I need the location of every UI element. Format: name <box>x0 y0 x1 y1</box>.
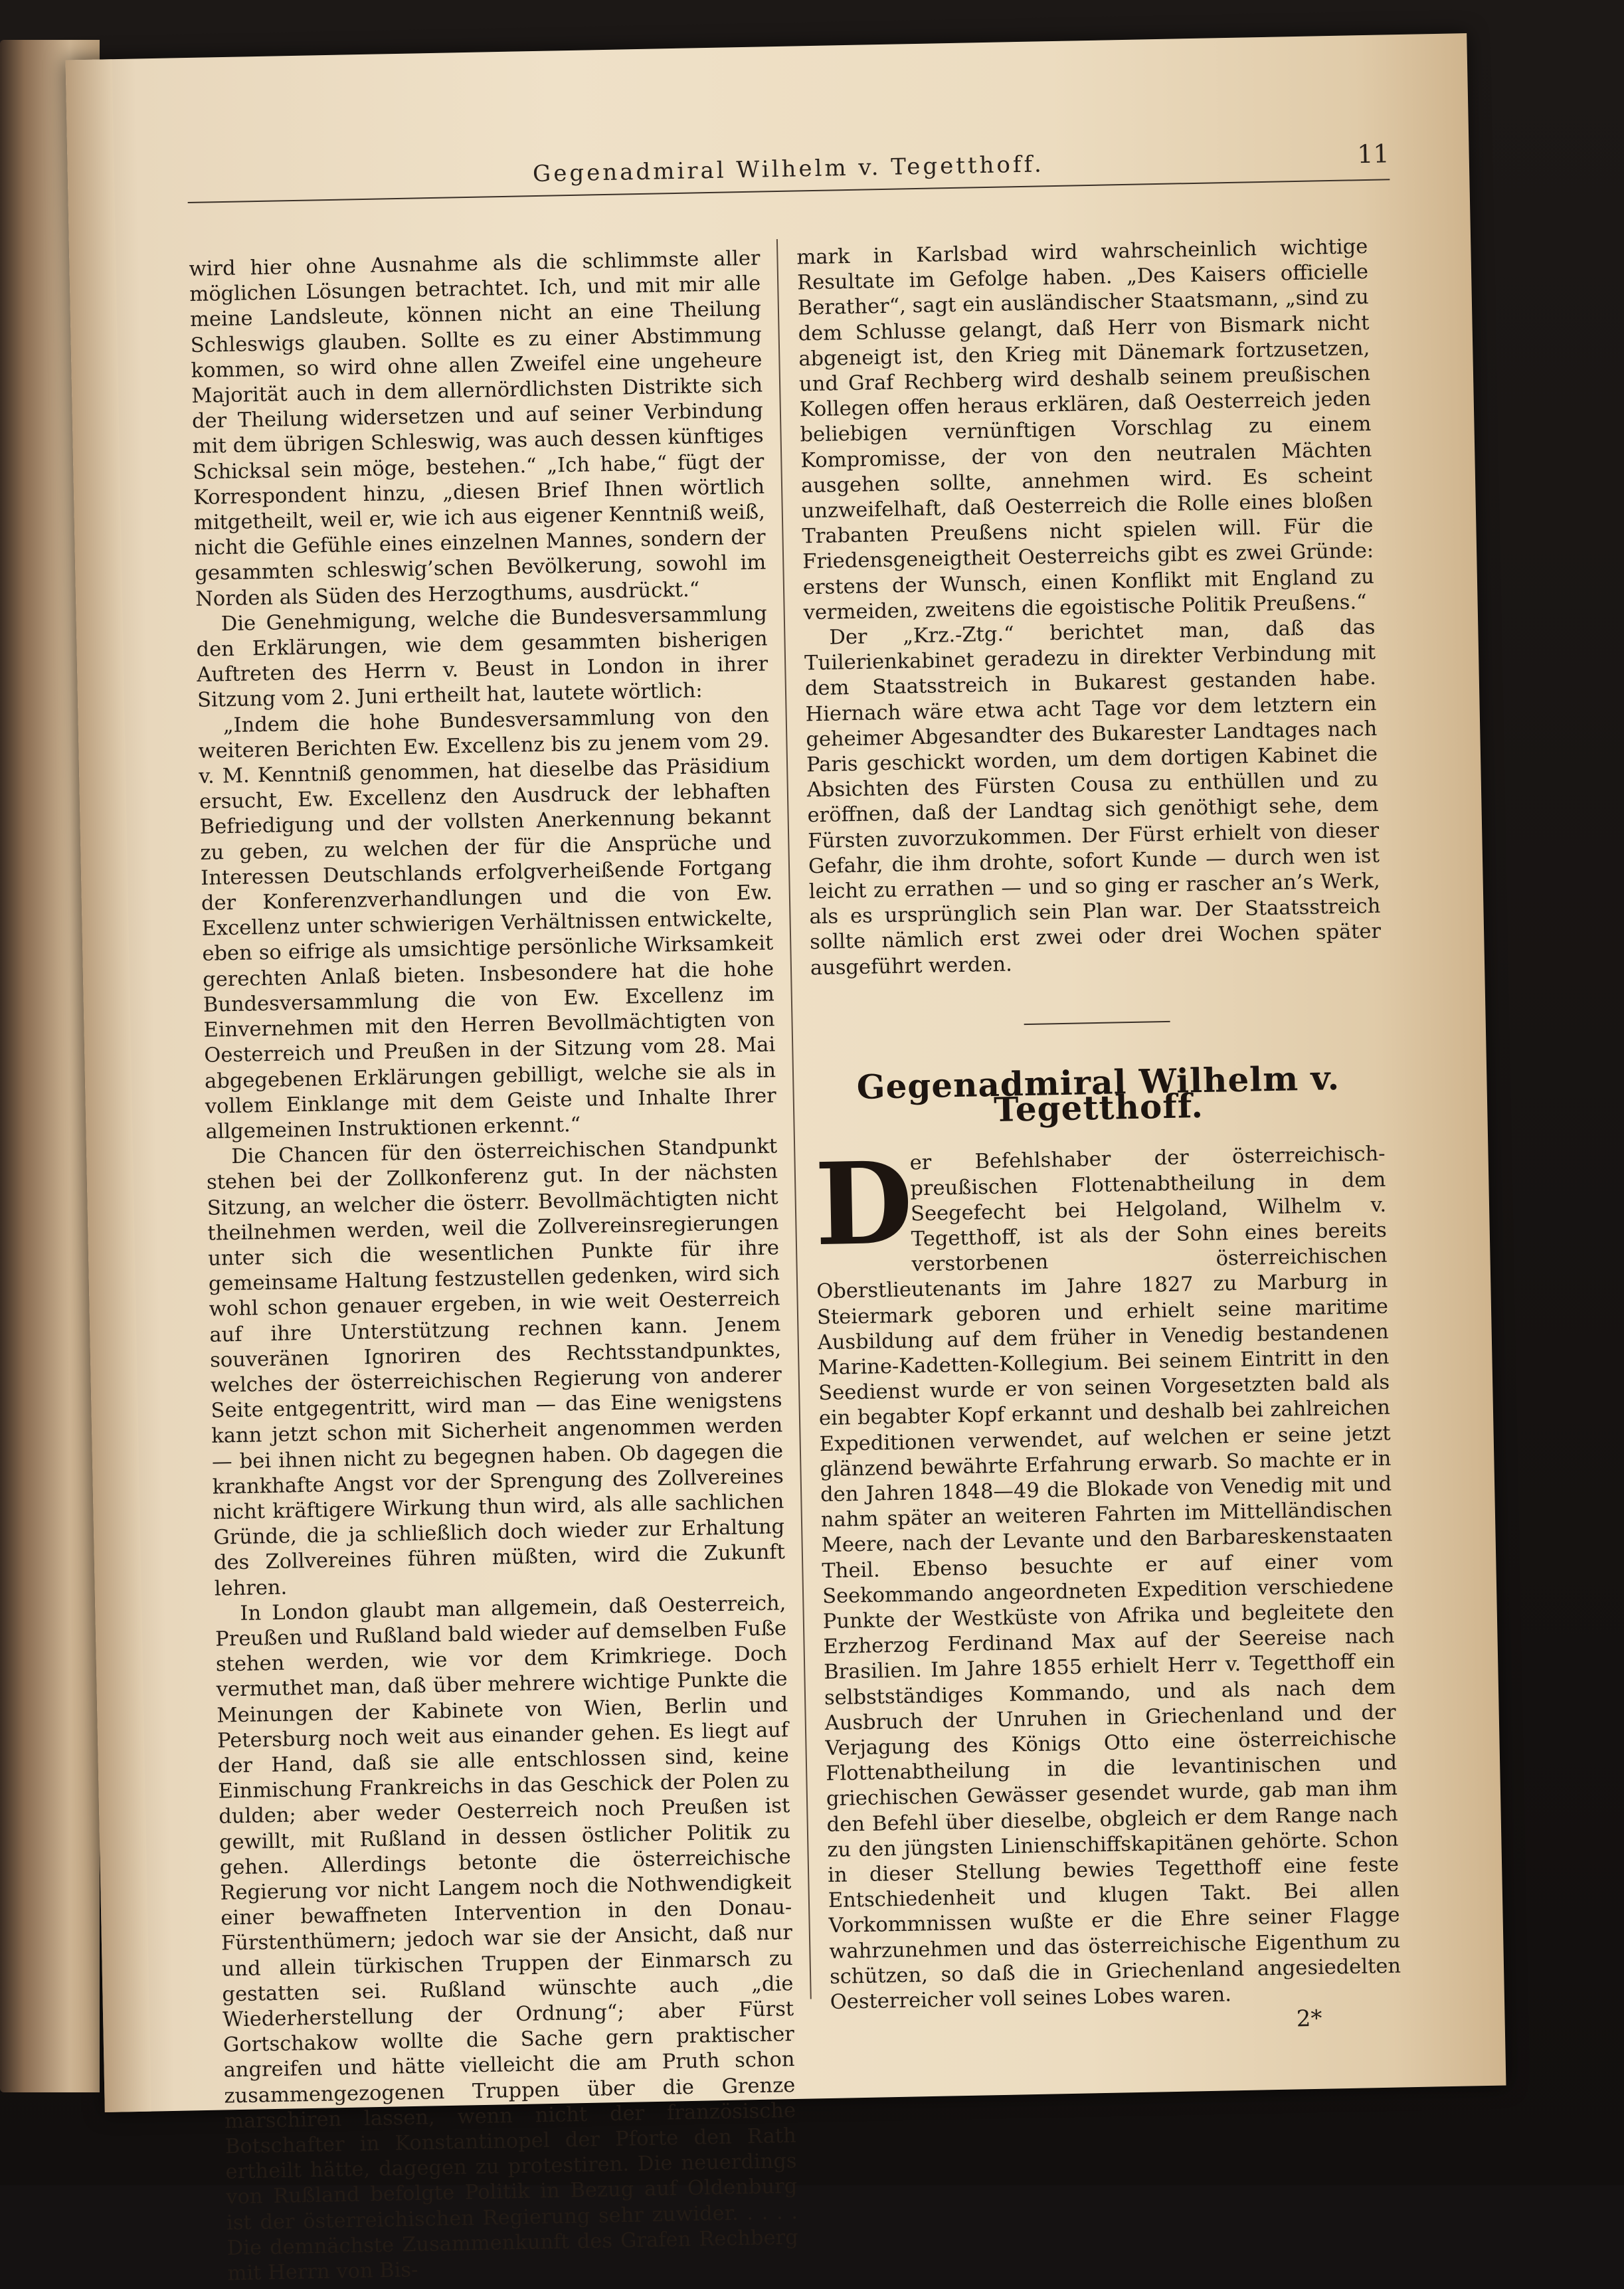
article-body <box>813 1137 1401 2015</box>
left-column <box>189 246 799 2287</box>
paragraph: „Indem die hohe Bundesversammlung von den weiteren Berichten Ew. Excellenz bis zu jenem vom 29. v. M. Kenntniß genommen, hat dieselbe das Präsidium ersucht, Ew. Excellenz den Ausdruck der lebhaften Befriedigung und der vollsten Anerkennung bekannt zu geben, zu welchen der für die Ansprüche und Interessen Deutschlands erfolgverheißende Fortgang der Konferenzverhandlungen und die von Ew. Excellenz unter schwierigen Verhältnissen entwickelte, eben so eifrige als umsichtige persönliche Wirksamkeit gerechten Anlaß bieten. Insbesondere hat die hohe Bundesversammlung die von Ew. Excellenz im Einvernehmen mit den Herren Bevollmächtigten von Oesterreich und Preußen in der Sitzung vom 28. Mai abgegebenen Erklärungen gebilligt, welche sie als in vollem Einklange mit dem Geiste und Inhalte Ihrer allgemeinen Instruktionen erkennt.“ <box>198 703 776 1144</box>
paragraph: Der „Krz.-Ztg.“ berichtet man, daß das Tuilerienkabinet geradezu in direkter Verbindung mit dem Staatsstreich in Bukarest gestanden habe. Hiernach wäre etwa acht Tage vor dem letztern ein geheimer Abgesandter des Bukarester Landtages nach Paris geschickt worden, um dem dortigen Kabinet die Absichten des Fürsten Cousa zu enthüllen und zu eröffnen, daß der Landtag sich genöthigt sehe, dem Fürsten zuvorzukommen. Der Fürst erhielt von dieser Gefahr, die ihm drohte, sofort Kunde — durch wen ist leicht zu errathen — und so ging er rascher an’s Werk, als es ursprünglich sein Plan war. Der Staatsstreich sollte nämlich erst zwei oder drei Wochen später ausgeführt werden. <box>804 615 1382 980</box>
paragraph: Die Chancen für den österreichischen Standpunkt stehen bei der Zollkonferenz gut. In der nächsten Sitzung, an welcher die österr. Bevollmächtigten nicht theilnehmen werden, weil die Zollvereinsregierungen unter sich die wesentlichen Punkte für ihre gemeinsame Haltung festzustellen gedenken, wird sich wohl schon genauer ergeben, in wie weit Oesterreich auf ihre Unterstützung rechnen kann. Jenem souveränen Ignoriren des Rechtsstandpunktes, welches der österreichischen Regierung von anderer Seite entgegentritt, wird man — das Eine wenigstens kann jetzt schon mit Sicherheit angenommen werden — bei ihnen nicht zu begegnen haben. Ob dagegen die krankhafte Angst vor der Sprengung des Zollvereines nicht kräftigere Wirkung thun wird, als alle sachlichen Gründe, die ja schließlich doch wieder zur Erhaltung des Zollvereines führen müßten, wird die Zukunft lehren. <box>206 1135 786 1601</box>
paragraph: mark in Karlsbad wird wahrscheinlich wichtige Resultate im Gefolge haben. „Des Kaisers officielle Berather“, sagt ein ausländischer Staatsmann, „sind zu dem Schlusse gelangt, daß Herr von Bismark nicht abgeneigt ist, den Krieg mit Dänemark fortzusetzen, und Graf Rechberg wird deshalb seinem preußischen Kollegen offen heraus erklären, daß Oesterreich jeden beliebigen vernünftigen Vorschlag zu einem Kompromisse, der von den neutralen Mächten ausgehen sollte, annehmen wird. Es scheint unzweifelhaft, daß Oesterreich die Rolle eines bloßen Trabanten Preußens nicht spielen will. Für die Friedensgeneigtheit Oesterreichs gibt es zwei Gründe: erstens der Wunsch, einen Konflikt mit England zu vermeiden, zweitens die egoistische Politik Preußens.“ <box>796 234 1375 625</box>
page-number: 11 <box>1356 139 1390 169</box>
running-title: Gegenadmiral Wilhelm v. Tegetthoff. <box>532 151 1045 188</box>
article-text: er Befehlshaber der österreichisch-preußischen Flottenabtheilung in dem Seegefecht bei Helgoland, Wilhelm v. Tegetthoff, ist als der Sohn eines bereits verstorbenen österreichischen Oberstlieutenants im Jahre 1827 zu Marburg in Steiermark geboren und erhielt seine maritime Ausbildung auf dem früher in Venedig bestandenen Marine-Kadetten-Kollegium. Bei seinem Eintritt in den Seedienst wurde er von seinen Vorgesetzten bald als ein begabter Kopf erkannt und deshalb bei zahlreichen Expeditionen verwendet, auf welchen er seine jetzt glänzend bewährte Erfahrung erwarb. So machte er in den Jahren 1848—49 die Blokade von Venedig mit und nahm später an weiteren Fahrten im Mittelländischen Meere, nach der Levante und den Barbareskenstaaten Theil. Ebenso besuchte er auf einer vom Seekommando angeordneten Expedition verschiedene Punkte der Westküste von Afrika und begleitete den Erzherzog Ferdinand Max auf der Seereise nach Brasilien. Im Jahre 1855 erhielt Herr v. Tegetthoff ein selbstständiges Kommando, und als nach dem Ausbruch der Unruhen in Griechenland und der Verjagung des Königs Otto eine österreichische Flottenabtheilung in die levantinischen und griechischen Gewässer gesendet wurde, gab man ihm den Befehl über dieselbe, obgleich er dem Range nach zu den jüngsten Linienschiffskapitänen gehörte. Schon in dieser Stellung bewies Tegetthoff eine feste Entschiedenheit und klugen Takt. Bei allen Vorkommnissen wußte er die Ehre seiner Flagge wahrzunehmen und das österreichische Eigenthum zu schützen, so daß die in Griechenland angesiedelten Oesterreicher voll seines Lobes waren. <box>816 1142 1401 2014</box>
paragraph: wird hier ohne Ausnahme als die schlimmste aller möglichen Lösungen betrachtet. Ich, und mit mir alle meine Landsleute, können nicht an eine Theilung Schleswigs glauben. Sollte es zu einer Abstimmung kommen, so wird ohne allen Zweifel eine ungeheure Majorität auch in dem allernördlichsten Distrikte sich der Theilung widersetzen und auf seiner Verbindung mit dem übrigen Schleswig, was auch dessen künftiges Schicksal sein möge, bestehen.“ „Ich habe,“ fügt der Korrespondent hinzu, „diesen Brief Ihnen wörtlich mitgetheilt, weil er, wie ich aus eigener Kenntniß weiß, nicht die Gefühle eines einzelnen Mannes, sondern der gesammten schleswig’schen Bevölkerung, sowohl im Norden als Süden des Herzogthums, ausdrückt.“ <box>189 246 767 611</box>
page-header <box>187 139 1390 207</box>
paragraph: Die Genehmigung, welche die Bundesversammlung den Erklärungen, wie dem gesammten bisherigen Auftreten des Herrn v. Beust in London in ihrer Sitzung vom 2. Juni ertheilt hat, lautete wörtlich: <box>196 602 768 713</box>
drop-cap: D <box>813 1137 915 1272</box>
signature-mark: 2* <box>1296 2005 1322 2033</box>
paragraph: In London glaubt man allgemein, daß Oesterreich, Preußen und Rußland bald wieder auf demselben Fuße stehen werden, wie vor dem Krimkriege. Doch vermuthet man, daß über mehrere wichtige Punkte die Meinungen der Kabinete von Wien, Berlin und Petersburg noch weit aus einander gehen. Es liegt auf der Hand, daß sie alle entschlossen sind, keine Einmischung Frankreichs in das Geschick der Polen zu dulden; aber weder Oesterreich noch Preußen ist gewillt, mit Rußland in dessen östlicher Politik zu gehen. Allerdings betonte die österreichische Regierung vor nicht Langem noch die Nothwendigkeit einer bewaffneten Intervention in den Donau-Fürstenthümern; jedoch war sie der Ansicht, daß nur und allein türkischen Truppen der Einmarsch zu gestatten sei. Rußland wünschte auch „die Wiederherstellung der Ordnung“; aber Fürst Gortschakow wollte die Sache gern praktischer angreifen und hätte vielleicht die am Pruth schon zusammengezogenen Truppen über die Grenze marschiren lassen, wenn nicht der französische Botschafter in Konstantinopel der Pforte den Rath ertheilt hätte, dagegen zu protestiren. Die neuerdings von Rußland befolgte Politik in Bezug auf Oldenburg ist der österreichischen Regierung sehr zuwider. . . . . Die demnächste Zusammenkunft des Grafen Rechberg mit Herrn von Bis- <box>215 1591 798 2286</box>
article-title: Gegenadmiral Wilhelm v. Tegetthoff. <box>856 1057 1340 1130</box>
right-column <box>796 234 1402 2041</box>
book-page <box>66 33 1506 2286</box>
section-separator <box>1024 1021 1170 1025</box>
